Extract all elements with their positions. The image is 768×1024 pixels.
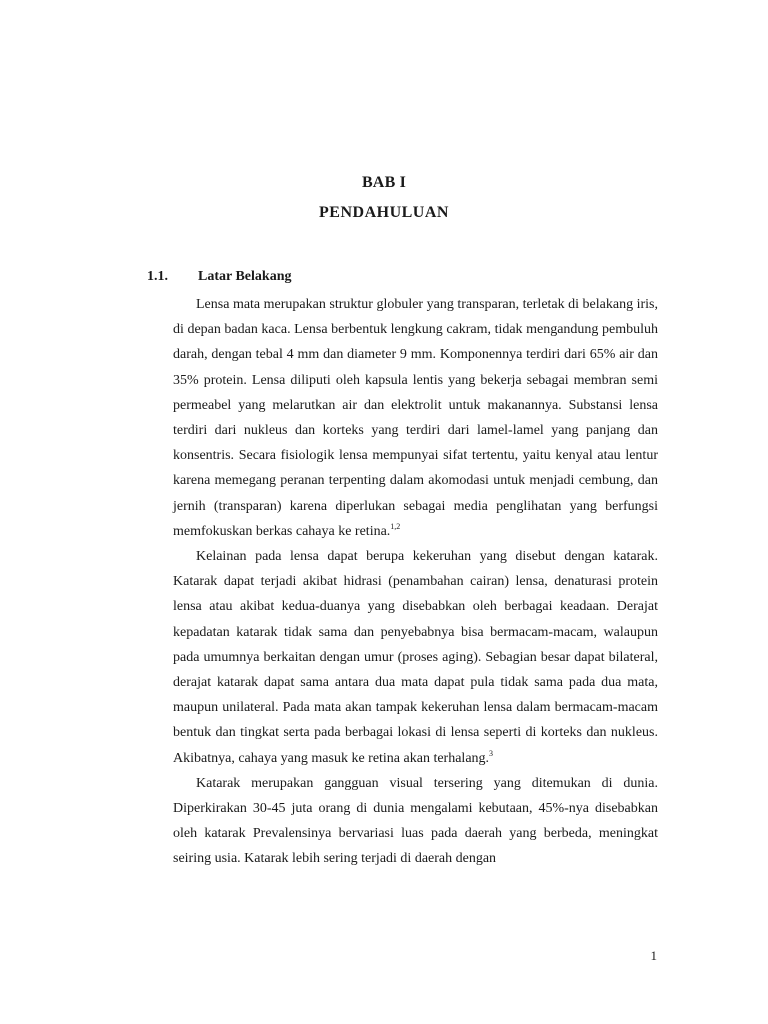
chapter-label: BAB I xyxy=(361,174,407,191)
paragraph-text: Kelainan pada lensa dapat berupa kekeruhan yang disebut dengan katarak. Katarak dapat terjadi akibat hidrasi (penambahan cairan) lensa, denaturasi protein lensa atau akibat kedua-duanya yang disebabkan oleh berbagai keadaan. Derajat kepadatan katarak tidak sama dan penyebabnya bisa bermacam-macam, walaupun pada umumnya berkaitan dengan umur (proses aging). Sebagian besar dapat bilateral, derajat katarak dapat sama antara dua mata dapat pula tidak sama pada dua mata, maupun unilateral. Pada mata akan tampak kekeruhan lensa dalam bermacam-macam bentuk dan tingkat serta pada berbagai lokasi di lensa seperti di korteks dan nukleus. Akibatnya, cahaya yang masuk ke retina akan terhalang. xyxy=(173,549,658,766)
section-number: 1.1. xyxy=(147,269,168,284)
paragraph-lens-disorders xyxy=(173,544,658,771)
citation-superscript: 3 xyxy=(489,748,494,758)
paragraph-lens-anatomy xyxy=(173,292,658,544)
body-text xyxy=(173,292,658,872)
paragraph-cataract-epidemiology xyxy=(173,771,658,872)
paragraph-text: Katarak merupakan gangguan visual tersering yang ditemukan di dunia. Diperkirakan 30-45 juta orang di dunia mengalami kebutaan, 45%-nya disebabkan oleh katarak Prevalensinya bervariasi luas pada daerah yang berbeda, meningkat seiring usia. Katarak lebih sering terjadi di daerah dengan xyxy=(173,775,658,867)
section-title: Latar Belakang xyxy=(198,269,292,284)
page-number: 1 xyxy=(650,948,657,963)
section-heading xyxy=(147,269,291,285)
paragraph-text: Lensa mata merupakan struktur globuler yang transparan, terletak di belakang iris, di depan badan kaca. Lensa berbentuk lengkung cakram, tidak mengandung pembuluh darah, dengan tebal 4 mm dan diameter 9 mm. Komponennya terdiri dari 65% air dan 35% protein. Lensa diliputi oleh kapsula lentis yang bekerja sebagai membran semi permeabel yang melarutkan air dan elektrolit untuk makanannya. Substansi lensa terdiri dari nukleus dan korteks yang terdiri dari lamel-lamel yang panjang dan konsentris. Secara fisiologik lensa mempunyai sifat tertentu, yaitu kenyal atau lentur karena memegang peranan terpenting dalam akomodasi untuk menjadi cembung, dan jernih (transparan) karena diperlukan sebagai media penglihatan yang berfungsi memfokuskan berkas cahaya ke retina. xyxy=(173,297,658,539)
citation-superscript: 1,2 xyxy=(390,521,401,531)
chapter-title: PENDAHULUAN xyxy=(319,204,449,221)
